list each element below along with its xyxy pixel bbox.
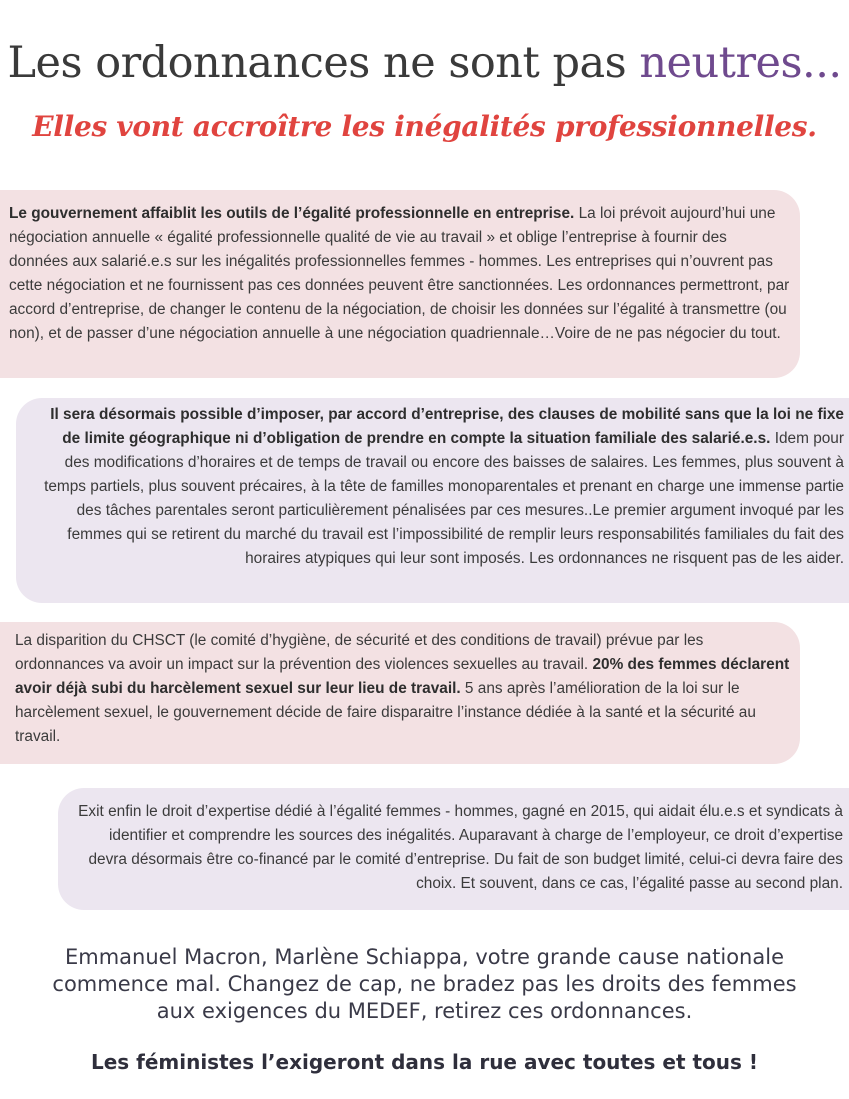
- section-mobility-clauses-text: [36, 403, 844, 571]
- page-title: [0, 38, 849, 88]
- page-subtitle: Elles vont accroître les inégalités professionnelles.: [32, 110, 817, 143]
- section-equality-tools-text: [9, 202, 790, 346]
- title-main: Les ordonnances ne sont pas: [7, 38, 640, 88]
- section-expertise-right: [58, 788, 849, 910]
- section-equality-tools: [0, 190, 800, 378]
- closing-appeal: Emmanuel Macron, Marlène Schiappa, votre grande cause nationale commence mal. Changez de cap, ne bradez pas les droits des femmes aux exigences du MEDEF, retirez ces ordonnances.: [52, 945, 797, 1023]
- section-chsct-statistic: 20% des femmes déclarent avoir déjà subi du harcèlement sexuel sur leur lieu de travail.: [15, 656, 790, 697]
- section-equality-tools-lead: Le gouvernement affaiblit les outils de l’égalité professionnelle en entreprise.: [9, 205, 575, 222]
- closing-slogan: Les féministes l’exigeront dans la rue avec toutes et tous !: [90, 1050, 759, 1074]
- section-mobility-clauses: [16, 398, 849, 603]
- section-chsct: [0, 622, 800, 764]
- section-chsct-text: [15, 629, 790, 749]
- section-chsct-body: 5 ans après l’amélioration de la loi sur le harcèlement sexuel, le gouvernement décide de faire disparaitre l’instance dédiée à la santé et la sécurité au travail.: [15, 680, 756, 745]
- section-expertise-right-text: Exit enfin le droit d’expertise dédié à l’égalité femmes - hommes, gagné en 2015, qui aidait élu.e.s et syndicats à identifier et comprendre les sources des inégalités. Auparavant à charge de l’employeur, ce droit d’expertise devra désormais être co-financé par le comité d’entreprise. Du fait de son budget limité, celui-ci devra faire des choix. Et souvent, dans ce cas, l’égalité passe au second plan.: [78, 803, 843, 892]
- section-equality-tools-body: La loi prévoit aujourd’hui une négociation annuelle « égalité professionnelle qualité de vie au travail » et oblige l’entreprise à fournir des données aux salarié.e.s sur les inégalités professionnelles femmes - hommes. Les entreprises qui n’ouvrent pas cette négociation et ne fournissent pas ces données peuvent être sanctionnées. Les ordonnances permettront, par accord d’entreprise, de changer le contenu de la négociation, de choisir les données sur l’égalité à transmettre (ou non), et de passer d’une négociation annuelle à une négociation quadriennale…Voire de ne pas négocier du tout.: [9, 205, 790, 342]
- title-accent: neutres...: [639, 38, 842, 88]
- section-mobility-clauses-lead: Il sera désormais possible d’imposer, par accord d’entreprise, des clauses de mobilité sans que la loi ne fixe de limite géographique ni d’obligation de prendre en compte la situation familiale des salarié.e.s.: [50, 406, 844, 447]
- section-chsct-intro: La disparition du CHSCT (le comité d’hygiène, de sécurité et des conditions de travail) prévue par les ordonnances va avoir un impact sur la prévention des violences sexuelles au travail.: [15, 632, 704, 673]
- section-mobility-clauses-body: Idem pour des modifications d’horaires et de temps de travail ou encore des baisses de salaires. Les femmes, plus souvent à temps partiels, plus souvent précaires, à la tête de familles monoparentales et prenant en charge une immense partie des tâches parentales seront particulièrement pénalisées par ces mesures..Le premier argument invoqué par les femmes qui se retirent du marché du travail est l’impossibilité de remplir leurs responsabilités familiales du fait des horaires atypiques qui leur sont imposés. Les ordonnances ne risquent pas de les aider.: [44, 430, 844, 567]
